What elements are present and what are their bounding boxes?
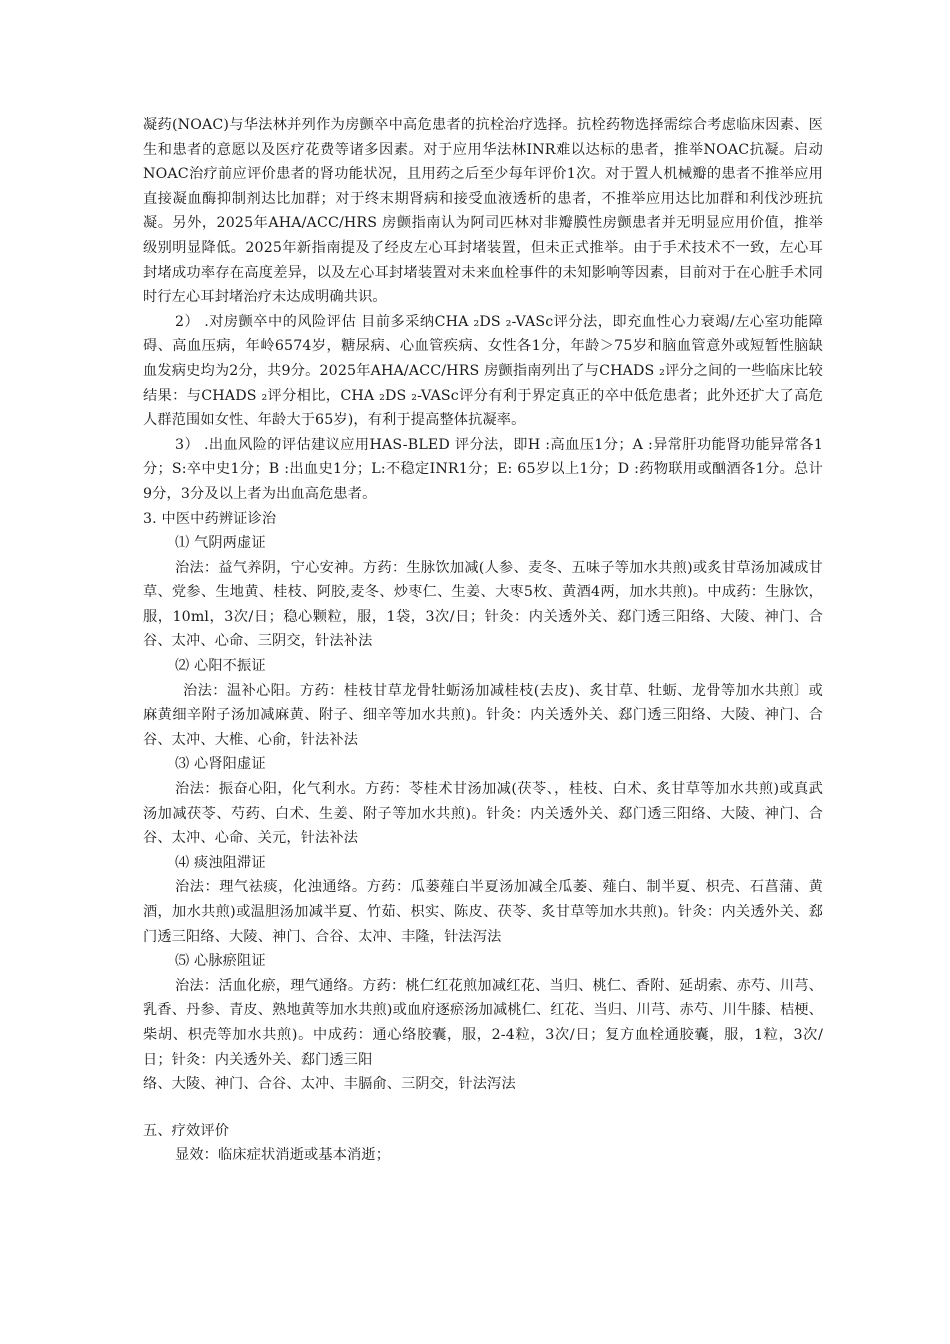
section-heading-efficacy: 五、疗效评价 [143, 1122, 230, 1139]
syndrome-body-5-tail: 络、大陵、神门、合谷、太冲、丰膈俞、三阴交，针法泻法 [143, 1076, 516, 1093]
syndrome-body-4: 治法：理气祛痰，化浊通络。方药：瓜蒌薤白半夏汤加减全瓜萎、薤白、制半夏、枳壳、石菖蒲、黄酒，加水共煎)或温胆汤加减半夏、竹茹、枳实、陈皮、茯苓、炙甘草等加水共煎)。针灸：内关透外关、郄门透三阳络、大陵、神门、合谷、太冲、丰隆，针法泻法 [143, 879, 823, 945]
syndrome-title-5: ⑸ 心脉瘀阻证 [175, 953, 266, 970]
syndrome-title-3: ⑶ 心肾阳虚证 [175, 756, 266, 773]
document-page [143, 113, 823, 1168]
paragraph-stroke-risk: 2） .对房颤卒中的风险评估 目前多采纳CHA ₂DS ₂-VASc评分法，即充血性心力衰竭/左心室功能障碍、高血压病，年岭6574岁，糖尿病、心血管疾病、女性各1分，年龄＞75岁和脑血管意外或短暂性脑缺血发病史均为2分，共9分。2025年AHA/ACC/HRS 房颤指南列出了与CHADS ₂评分之间的一些临床比较结果：与CHADS ₂评分相比，CHA ₂DS ₂-VASc评分有利于界定真正的卒中低危患者；此外还扩大了高危人群范围如女性、年龄大于65岁)，有利于提高整体抗凝率。 [143, 313, 823, 429]
syndrome-title-4: ⑷ 痰浊阻滞证 [175, 854, 266, 871]
syndrome-body-2: 治法：温补心阳。方药：桂枝甘草龙骨牡蛎汤加减桂枝(去皮)、炙甘草、牡蛎、龙骨等加水共煎〕或麻黄细辛附子汤加减麻黄、附子、细辛等加水共煎)。针灸：内关透外关、郄门透三阳络、大陵、神门、合谷、太冲、大椎、心俞，针法补法 [143, 682, 823, 748]
syndrome-body-5: 治法：活血化瘀，理气通络。方药：桃仁红花煎加减红花、当归、桃仁、香附、延胡索、赤芍、川芎、乳香、丹参、青皮、熟地黄等加水共煎)或血府逐瘀汤加减桃仁、红花、当归、川芎、赤芍、川牛膝、桔梗、柴胡、枳壳等加水共煎)。中成药：通心络胶囊，服，2-4粒，3次/日；复方血栓通胶囊，服，1粒，3次/日；针灸：内关透外关、郄门透三阳 [143, 977, 823, 1068]
paragraph-anticoagulation: 凝药(NOAC)与华法林并列作为房颤卒中高危患者的抗栓治疗选择。抗栓药物选择需综合考虑临床因素、医生和患者的意愿以及医疗花费等诸多因素。对于应用华法林INR难以达标的患者，推举NOAC抗凝。启动NOAC治疗前应评价患者的肾功能状况，且用药之后至少每年评价1次。对于置人机械瓣的患者不推举应用直接凝血酶抑制剂达比加群；对于终末期肾病和接受血液透析的患者，不推举应用达比加群和利伐沙班抗凝。另外，2025年AHA/ACC/HRS 房颤指南认为阿司匹林对非瓣膜性房颤患者并无明显应用价值，推举级别明显降低。2025年新指南提及了经皮左心耳封堵装置，但未正式推举。由于手术技术不一致，左心耳封堵成功率存在高度差异，以及左心耳封堵装置对未来血栓事件的未知影响等因素，目前对于在心脏手术同时行左心耳封堵治疗未达成明确共识。 [143, 117, 823, 306]
paragraph-bleeding-risk: 3） .出血风险的评估建议应用HAS-BLED 评分法，即H :高血压1分；A :异常肝功能肾功能异常各1分；S:卒中史1分；B :出血史1分；L:不稳定INR1分；E: 65岁以上1分；D :药物联用或酗酒各1分。总计9分，3分及以上者为出血高危患者。 [143, 436, 823, 502]
syndrome-title-1: ⑴ 气阴两虚证 [175, 535, 266, 552]
efficacy-line-1: 显效：临床症状消逝或基本消逝； [175, 1147, 391, 1164]
section-heading-tcm: 3. 中医中药辨证诊治 [143, 510, 277, 527]
syndrome-body-1: 治法：益气养阴，宁心安神。方药：生脉饮加减(人参、麦冬、五味子等加水共煎)或炙甘草汤加减成甘草、党参、生地黄、桂枝、阿胶,麦冬、炒枣仁、生姜、大枣5枚、黄酒4两，加水共煎)。中成药：生脉饮，服，10ml，3次/日；稳心颗粒，服，1袋，3次/日；针灸：内关透外关、郄门透三阳络、大陵、神门、合谷、太冲、心命、三阴交，针法补法 [143, 559, 823, 650]
syndrome-body-3: 治法：振奋心阳，化气利水。方药：苓桂术甘汤加减(茯苓、，桂枝、白术、炙甘草等加水共煎)或真武汤加减茯苓、芍药、白术、生姜、附子等加水共煎)。针灸：内关透外关、郄门透三阳络、大陵、神门、合谷、太冲、心命、关元，针法补法 [143, 781, 823, 847]
syndrome-title-2: ⑵ 心阳不振证 [175, 658, 266, 675]
